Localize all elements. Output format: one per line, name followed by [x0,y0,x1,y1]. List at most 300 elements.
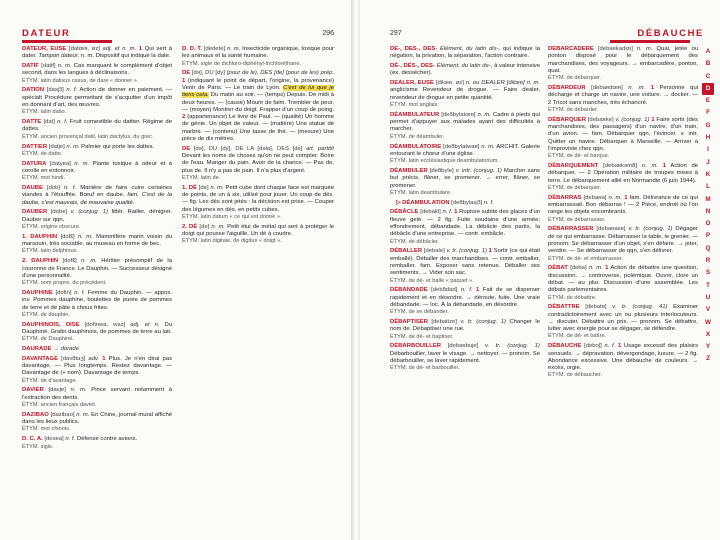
entry-pronunciation: [debatʀ] [585,304,607,311]
entry-headword: ▷ DÉAMBULATION [396,199,450,206]
entry-etymology: ÉTYM. de dé- et balle « paquet ». [390,277,474,284]
entry-pronunciation: [debaʀke] [587,116,614,123]
left-page-number: 296 [322,29,334,37]
entry-definition: Insecticide organique, toxique pour les animaux et la santé humaine. [182,46,334,60]
entry-pronunciation: [deɑ̃bylasjɔ̃] [451,199,483,206]
book-gutter [352,0,360,540]
entry-grammar: → dorade [53,345,79,352]
entry-pronunciation: [debakl] [420,209,441,216]
entry-grammar: v. tr. (conjug. 1) [628,226,673,233]
dictionary-entry [22,322,172,344]
entry-definition: Personne qui décharge et charge un navire, une voiture. → docker. — 2 Tricot sans manches, très échancré. [548,84,698,106]
entry-etymology: ÉTYM. de dé- et barque. [548,153,610,160]
entry-grammar: n. f. [57,119,68,126]
entry-headword: DÉBATTRE [548,304,580,311]
entry-etymology: ÉTYM. ancien provençal datil, latin dactylus, du grec. [22,133,154,140]
right-page [360,0,720,540]
entry-definition: Défense contre avions. [76,436,138,443]
entry-headword: DÉAMBULER [390,167,428,174]
entry-grammar: n. f. [74,289,86,296]
entry-headword: DAUBE [22,185,43,192]
entry-grammar: n. f. [66,87,78,94]
thumb-index-letter-o: O [705,220,711,228]
dictionary-entry [548,117,698,161]
entry-grammar: v. (conjug. 1) [615,116,650,123]
highlighted-example: C'est de lui que je tiens cela. [182,84,334,99]
dictionary-entry [390,200,540,207]
thumb-index-letter-v: V [705,306,711,314]
entry-definition: Changer le nom de. Débaptiser une rue. [390,319,540,333]
entry-headword: DÉBAT [548,265,568,272]
entry-definition: Fruit comestible du dattier. Régime de dattes. [22,119,172,133]
entry-grammar: art. partitif [305,145,334,152]
entry-grammar: v. (conjug. 1) [70,209,109,216]
entry-grammar: adj. et n. [130,321,160,328]
entry-etymology: ÉTYM. de débarder. [548,106,599,113]
entry-grammar: n. f. [65,436,76,443]
entry-definition: Femme du Dauphin. — appos. inv. Pommes dauphine, boulettes de purée de pommes de terre et de pâte à choux frites. [22,289,172,311]
entry-etymology: ÉTYM. latin delphinus. [22,248,78,255]
entry-definition-extra: v. intr. Quitter un navire. Débarquer à Marseille. — Arriver à l'improviste chez qqn. [548,131,698,152]
entry-etymology: ÉTYM. de débarquer. [548,184,602,191]
entry-etymology: ÉTYM. sigle de dichloro-diphényl-trichloréthane. [182,60,302,67]
entry-pronunciation: [de] [199,223,210,230]
thumb-index-letter-i: I [707,146,709,154]
entry-etymology: ÉTYM. de dé- et baptiser. [390,333,454,340]
entry-grammar: n. m. [477,111,491,118]
sense-number: 1 [102,355,106,362]
entry-definition: fam. Délivrance de ce qui embarrassait. Bon débarras ! — 2 Pièce, endroit où l'on range les objets encombrants. [548,194,698,216]
thumb-index-letter-f: F [706,109,710,117]
thumb-index-letter-p: P [705,232,711,240]
entry-headword: DAUPHINOIS, OISE [22,321,80,328]
entry-pronunciation: [dob] [46,185,61,192]
sense-number: 1 [605,265,609,272]
entry-headword: DAVIER [22,387,44,394]
entry-pronunciation: [debatize] [431,319,457,326]
sense-number: 1 [617,343,622,350]
thumb-index-letter-y: Y [705,343,711,351]
entry-grammar: n. m. [636,46,653,52]
entry-definition: Devant les noms de choses qu'on ne peut compter. Boire de l'eau. Manger du pain. Avoir de la chance. — Pas de, plus de. Il n'y a pas de pain. Il n'a plus d'argent. [182,153,334,174]
entry-definition: Dégager de ce qui embarrasse. Débarrasser la table, le grenier. — pronom. Se débarrasser d'un objet, s'en défaire. → jeter, vendre. — Se débarrasser de qqn, s'en délivrer. [548,226,698,255]
entry-headword: DÉBARRASSER [548,226,594,233]
dictionary-entry [390,287,540,316]
sense-number: 1 [182,77,186,84]
dictionary-entry [22,209,172,231]
entry-pronunciation: [dat] [43,119,55,126]
entry-etymology: ÉTYM. de se débander. [390,309,449,316]
entry-grammar: n. f. [604,343,616,350]
entry-etymology: ÉTYM. de dauphin. [22,311,70,318]
dictionary-entry [548,46,698,82]
entry-grammar: n. ou DEALER [dilœʀ] n. m. [465,80,540,87]
entry-definition: Héritier présomptif de la couronne de France. Le Dauphin. — Successeur désigné d'une personnalité. [22,258,172,279]
dictionary-entry [548,85,698,114]
thumb-index-letter-n: N [705,207,711,215]
entry-pronunciation: [davje] [48,387,66,394]
entry-grammar: v. tr. (conjug. 41) [612,304,668,311]
entry-grammar: n. m. [226,46,241,52]
entry-etymology: ÉTYM. latin datio. [22,109,67,116]
thumb-index-letter-g: G [705,121,711,129]
thumb-index-letter-b: B [705,60,711,68]
entry-pronunciation: [dofɛ̃] [60,233,75,240]
entry-pronunciation: [dofɛ̃] [62,258,77,265]
entry-grammar: v. tr. (conjug. 1) [484,343,540,350]
dictionary-entry [390,343,540,372]
entry-headword: DE [182,145,191,152]
dictionary-entry [390,319,540,341]
entry-definition: qui indique la négation, la privation, la séparation, l'action contraire. [390,46,540,60]
entry-pronunciation: [datif] [41,63,56,70]
entry-definition: Débarbouiller, laver le visage. → nettoyer. — pronom. Se débarbouiller, se laver rapidement. [390,350,540,365]
dictionary-entry [22,185,172,207]
entry-pronunciation: [dedete] [203,46,226,52]
entry-etymology: ÉTYM. sigle. [22,443,54,450]
dictionary-entry [22,346,172,353]
entry-headword: DÉBAUCHE [548,343,582,350]
right-running-head [390,27,704,39]
entry-pronunciation: [dilœʀ, øz] [435,80,464,87]
alphabet-thumb-index [702,46,714,366]
dictionary-entry [22,258,172,287]
entry-headword: DAVANTAGE [22,355,58,362]
thumb-index-letter-d: D [702,83,714,95]
entry-example: Tampon dateur. [38,53,80,60]
entry-pronunciation: [debaʀkəmɑ̃] [603,162,638,169]
entry-headword: DÉAMBULATOIRE [390,143,442,150]
thumb-index-letter-s: S [705,269,711,277]
thumb-index-letter-e: E [705,97,711,105]
sense-number: 1 [651,116,655,123]
entry-etymology: ÉTYM. de dé- et battre. [548,333,607,340]
entry-definition: Action de débattre une question, discussion. → controverse, polémique. Ouvrir, clore un débat. — au plur. Discussion d'une assemblée. Les débats parlementaires. [548,265,698,294]
entry-grammar: Élément, du latin dis-, [439,46,501,52]
entry-grammar: v. tr. (conjug. 1) [460,319,506,326]
entry-headword: DATION [22,87,45,94]
entry-pronunciation: [dobe] [50,209,68,216]
dictionary-entry [390,46,540,61]
entry-grammar: n. f. [460,287,473,294]
entry-grammar: n. m. [210,184,224,191]
entry-pronunciation: [datje] [48,143,65,150]
dictionary-entry [182,70,334,143]
thumb-index-letter-a: A [705,48,711,55]
left-running-head [22,27,334,39]
entry-etymology: ÉTYM. nom propre, du précédent. [22,280,107,287]
entry-headword: DATIF [22,63,39,70]
dictionary-entry [22,290,172,319]
dictionary-entry [22,144,172,159]
left-running-headword: DATEUR [22,27,71,39]
entry-definition: Faire sortir (des marchandises, des passagers) d'un navire, d'un train, d'un avion. — fam. Débarquer qqn, l'évincer. [548,116,698,138]
entry-pronunciation: [deba] [570,265,587,272]
dictionary-entry [182,146,334,182]
entry-headword: 2. DÉ [182,223,198,230]
entry-etymology: ÉTYM. de débâcler. [390,238,440,245]
entry-etymology: ÉTYM. mot hindi. [22,175,65,182]
entry-pronunciation: [debaʀa] [583,194,607,201]
entry-grammar: n. m. [481,143,495,150]
entry-pronunciation: [de] [198,184,209,191]
thumb-index-letter-u: U [705,293,711,301]
entry-headword: 1. DÉ [182,184,197,191]
right-page-number: 297 [390,29,402,37]
dictionary-entry [390,168,540,197]
entry-definition: Quai, jetée ou ponton disposé pour le débarquement des marchandises, des voyageurs. → embarcadère, ponton, quai. [548,46,698,74]
entry-pronunciation: [debaʀbuje] [447,343,479,350]
thumb-index-letter-r: R [705,257,711,265]
sense-number: 1 [138,46,143,52]
entry-headword: DÉ-, DES-, DÉS- [390,46,438,52]
left-page-column-2 [182,46,334,532]
entry-headword: DAUPHINE [22,289,53,296]
entry-pronunciation: [debaʀkadɛʀ] [597,46,633,52]
dictionary-entry [22,436,172,451]
dictionary-entry [182,224,334,246]
dictionary-entry [548,195,698,224]
entry-grammar: n. m. [74,160,90,167]
right-page-column-1 [390,46,540,532]
entry-grammar: adj. et n. m. [102,46,137,52]
thumb-index-letter-h: H [705,134,711,142]
dictionary-entry [390,80,540,109]
left-page [0,0,352,540]
entry-grammar: n. f. [483,199,494,206]
entry-headword: DATURA [22,160,47,167]
entry-etymology: ÉTYM. de dé- et embarrasser. [548,255,623,262]
entry-definition: Action de débarquer. — 2 Opération militaire de troupes mises à terre. Le débarquement allié en Normandie (6 juin 1944). [548,162,698,184]
entry-headword: DÉAMBULATEUR [390,111,440,118]
entry-etymology: ÉTYM. de débaucher. [548,372,603,379]
dictionary-entry [22,46,172,61]
entry-etymology: ÉTYM. latin datum « ce qui est donné ». [182,214,282,221]
entry-grammar: n. f. [64,185,77,192]
entry-headword: 2. DAUPHIN [22,258,59,265]
thumb-index-letter-x: X [705,330,711,338]
left-header-rule [22,40,112,43]
entry-definition: anglicisme Revendeur de drogue. — Faire dealer, revendeur de drogue en petite quantité. [390,87,540,101]
entry-grammar: v. tr. (conjug. 1) [446,248,487,255]
entry-definition: Manière de faire cuire certaines viandes à l'étouffée. Bœuf en daube. [22,185,172,199]
entry-pronunciation: [debale] [423,248,445,255]
entry-definition: Fait de se disperser rapidement et en désordre. → déroute, fuite. Une vraie débandade. — loc. À la débandade, en désordre. [390,287,540,308]
entry-pronunciation: [debɑ̃dad] [431,287,458,294]
entry-definition-extra: Du matin au soir. — (temps) Depuis. De midi à deux heures. — (cause) Mourir de faim. Trembler de peur. — (moyen) Montrer du doigt. Frapper d'un coup de poing. [182,92,334,113]
entry-definition-extra: (appartenance) Le livre de Paul. — (qualité) Un homme de génie. Un objet de valeur. — (matière) Une statue de marbre. — (contenu) Une tasse de thé. — (mesure) Une pièce de dix mètres. [182,114,334,143]
entry-grammar: v. intr. (conjug. 1) [455,167,502,174]
thumb-index-letter-c: C [705,72,711,80]
entry-definition: Petit étui de métal qui sert à protéger le doigt qui pousse l'aiguille. Un dé à coudre. [182,223,334,238]
entry-etymology: ÉTYM. de débarquer. [548,75,602,82]
entry-etymology: ÉTYM. mot anglais. [390,102,439,109]
left-page-column-1 [22,46,172,532]
entry-grammar: n. m. [588,265,603,272]
sense-number: 1 [662,162,666,169]
entry-pronunciation: [datœʀ, øz] [68,46,100,52]
entry-etymology: ÉTYM. origine obscure. [22,224,81,231]
entry-grammar: n. m. [641,162,658,169]
entry-headword: DATTIER [22,143,48,150]
entry-grammar: n. m. [608,194,623,201]
dictionary-entry [182,185,334,221]
entry-headword: DATEUR, EUSE [22,46,67,52]
entry-grammar: n. m. [70,387,87,394]
entry-definition: à valeur intensive (ex. dessécher). [390,63,540,77]
sense-number: 1 [475,287,480,294]
entry-definition: Action de donner en paiement. — spécialt Procédure permettant de s'acquitter d'un impôt en donnant d'art, des œuvres. [22,87,172,109]
entry-headword: DAUBER [22,209,48,216]
entry-grammar: n. m. [628,84,646,91]
entry-grammar: n. m. [57,63,72,70]
right-page-column-2 [548,46,698,532]
entry-headword: 1. DAUPHIN [22,233,58,240]
entry-definition: Qui sert à dater. [22,46,172,60]
entry-headword: DÉBALLER [390,248,423,255]
sense-number: 1 [454,209,458,216]
entry-definition: (indiquant le point de départ, l'origine, la provenance) Venir de Paris. — Le train de Lyon. [182,77,334,91]
entry-etymology: ÉTYM. ancien français daviet. [22,402,97,409]
entry-definition: Marcher sans but précis, flâner, se promener. → errer, flâner, se promener. [390,167,540,189]
entry-definition: Sortir (ce qui était emballé). Déballer des marchandises. — contr. emballer, remballer. [390,248,540,270]
sense-number: 1 [650,84,654,91]
entry-definition: Plante toxique à odeur et à corolle en entonnoir. [22,160,172,174]
entry-definition: Palmier qui porte les dattes. [81,143,155,150]
dictionary-entry [548,343,698,379]
thumb-index-letter-l: L [706,183,710,191]
entry-headword: DÉBÂCLE [390,209,419,216]
dictionary-entry [548,265,698,301]
dictionary-entry [548,304,698,340]
entry-etymology: ÉTYM. de d'avantage. [22,377,78,384]
entry-pronunciation: [də], DU [dy] [191,70,225,77]
entry-definition: Plus. Je n'en dirai pas davantage. — Plus longtemps. Restez davantage. — Davantage de (+ nom). Davantage de temps. [22,355,172,377]
thumb-index-letter-t: T [706,281,710,289]
thumb-index-letter-z: Z [706,355,710,363]
dictionary-entry [22,63,172,85]
entry-definition-extra: n. m. Dispositif qui indique la date. [80,53,171,60]
entry-pronunciation: [deɑ̃bylatœʀ] [441,111,476,118]
entry-headword: D. D. T. [182,46,203,52]
entry-definition: Pince servant notamment à l'extraction des dents. [22,387,172,401]
entry-grammar: n. m. [66,143,80,150]
entry-definition: Cadre à pieds qui permet d'appuyer aux malades ayant des difficultés à marcher. [390,111,540,133]
entry-headword: DÉBARDEUR [548,84,586,91]
entry-definition: Mammifère marin voisin du marsouin, très sociable, au museau en forme de bec. [22,233,172,248]
sense-number: 1 [488,248,492,255]
entry-definition-extra: fam. Exposer sans retenue. Déballer ses sentiments. → Vider son sac. [390,263,540,277]
thumb-index-letter-j: J [706,158,710,166]
entry-etymology: ÉTYM. latin deambulare. [390,189,452,196]
entry-example: fam. C'est de la daube, c'est mauvais, de mauvaise qualité. [22,192,172,206]
entry-pronunciation: [dasjɔ̃] [46,87,64,94]
entry-pronunciation: [debaʀase] [596,226,626,233]
entry-etymology: ÉTYM. de datte. [22,150,63,157]
entry-headword: DÉBAPTISER [390,319,428,326]
entry-etymology: ÉTYM. mot chinois. [22,426,71,433]
entry-pronunciation: [dazibao] [50,411,75,418]
right-header-rule [610,40,690,43]
entry-pronunciation: [dofin] [55,289,72,296]
entry-grammar: adv. [88,355,100,362]
dictionary-entry [22,412,172,434]
entry-pronunciation: [dofinwa, waz] [84,321,126,328]
entry-headword: DE [182,70,191,77]
thumb-index-letter-w: W [705,318,711,326]
thumb-index-letter-k: K [705,170,711,178]
entry-grammar: n. m. [76,411,90,418]
entry-headword: DÉBARRAS [548,194,582,201]
dictionary-entry [182,46,334,68]
entry-pronunciation: [datyʀa] [49,160,71,167]
entry-pronunciation: [davɑ̃taʒ] [61,355,86,362]
entry-grammar: n. m. [78,233,93,240]
entry-grammar: (pour de le), DES [de] (pour de les) prép. [226,70,334,77]
entry-definition: Examiner contradictoirement avec un ou plusieurs interlocuteurs. → discuter. Débattre un prix. — pronom. Se débattre, lutter avec énergie pour se dégager, se défendre. [548,304,698,333]
entry-headword: DÉBARQUEMENT [548,162,599,169]
entry-etymology: ÉTYM. de débarrasser. [548,216,606,223]
dictionary-entry [390,112,540,141]
dictionary-entry [22,119,172,141]
entry-headword: DAURADE [22,345,52,352]
dictionary-entry [22,234,172,256]
entry-grammar: n. f. [442,209,453,216]
entry-headword: DÉBARBOUILLER [390,343,442,350]
entry-headword: DAZIBAO [22,411,49,418]
entry-grammar: Élément, du latin de-, [436,63,493,70]
dictionary-entry [22,161,172,183]
right-running-headword: DÉBAUCHE [637,27,704,39]
entry-headword: DÉ-, DÉS-, DES- [390,63,435,70]
entry-definition: Du Dauphiné. Gratin dauphinois, de pommes de terre au lait. [22,321,172,335]
sense-number: 2 [182,114,186,121]
entry-definition: Rupture subite des glaces d'un fleuve gelé. — 2 fig. Fuite soudaine d'une armée; effondrement, débandade. La débâcle des partis, la débâcle d'une entreprise. — contr. embâcle. [390,209,540,238]
dictionary-entry [390,63,540,78]
entry-definition: Petit cube dont chaque face est marquée de points, de un à six, utilisé pour jouer. Un coup de dés. — fig. Les dés sont jetés : la décision est prise. — Couper des légumes en dés, en petits cubes. [182,184,334,213]
thumb-index-letter-q: Q [705,244,711,252]
entry-pronunciation: [debaʀdœʀ] [591,84,623,91]
dictionary-entry [548,226,698,262]
entry-etymology: ÉTYM. latin dativus casus, de dare « donner ». [22,77,139,84]
entry-headword: DÉBARQUER [548,116,586,123]
entry-headword: DEALER, EUSE [390,80,434,87]
thumb-index-letter-m: M [705,195,711,203]
entry-definition: Usage excessif des plaisirs sensuels. → dépravation, dévergondage, luxure. — 2 fig. Abondance excessive. Une débauche de couleurs. → excès, orgie. [548,343,698,372]
entry-etymology: ÉTYM. latin ecclésiastique deambulatorium. [390,158,499,165]
entry-pronunciation: [deboʃ] [584,343,602,350]
sense-number: 1 [624,194,628,201]
entry-grammar: n. m. [211,223,225,230]
entry-pronunciation: [deɑ̃bylatwaʀ] [443,143,480,150]
entry-definition: littér. Railler, dénigrer. Dauber sur qqn. [22,209,172,223]
entry-etymology: ÉTYM. de Dauphiné. [22,336,74,343]
entry-definition: ARCHIT. Galerie entourant le chœur d'une église. [390,143,540,157]
entry-grammar: n. m. [81,258,97,265]
entry-headword: DÉBANDADE [390,287,428,294]
entry-headword: DATTE [22,119,42,126]
dictionary-entry [548,163,698,192]
dictionary-entry [390,144,540,166]
entry-pronunciation: [deɑ̃byle] [429,167,454,174]
dictionary-entry [22,387,172,409]
entry-pronunciation: [desea] [44,436,64,443]
entry-definition: En Chine, journal mural affiché dans les lieux publics. [22,411,172,426]
entry-etymology: ÉTYM. de déambuler. [390,133,445,140]
entry-etymology: ÉTYM. latin digitale, de digitus « doigt ». [182,238,282,245]
entry-definition: Cas marquant le complément d'objet second, dans les langues à déclinaisons. [22,63,172,77]
entry-headword: DÉBARCADÈRE [548,46,594,52]
